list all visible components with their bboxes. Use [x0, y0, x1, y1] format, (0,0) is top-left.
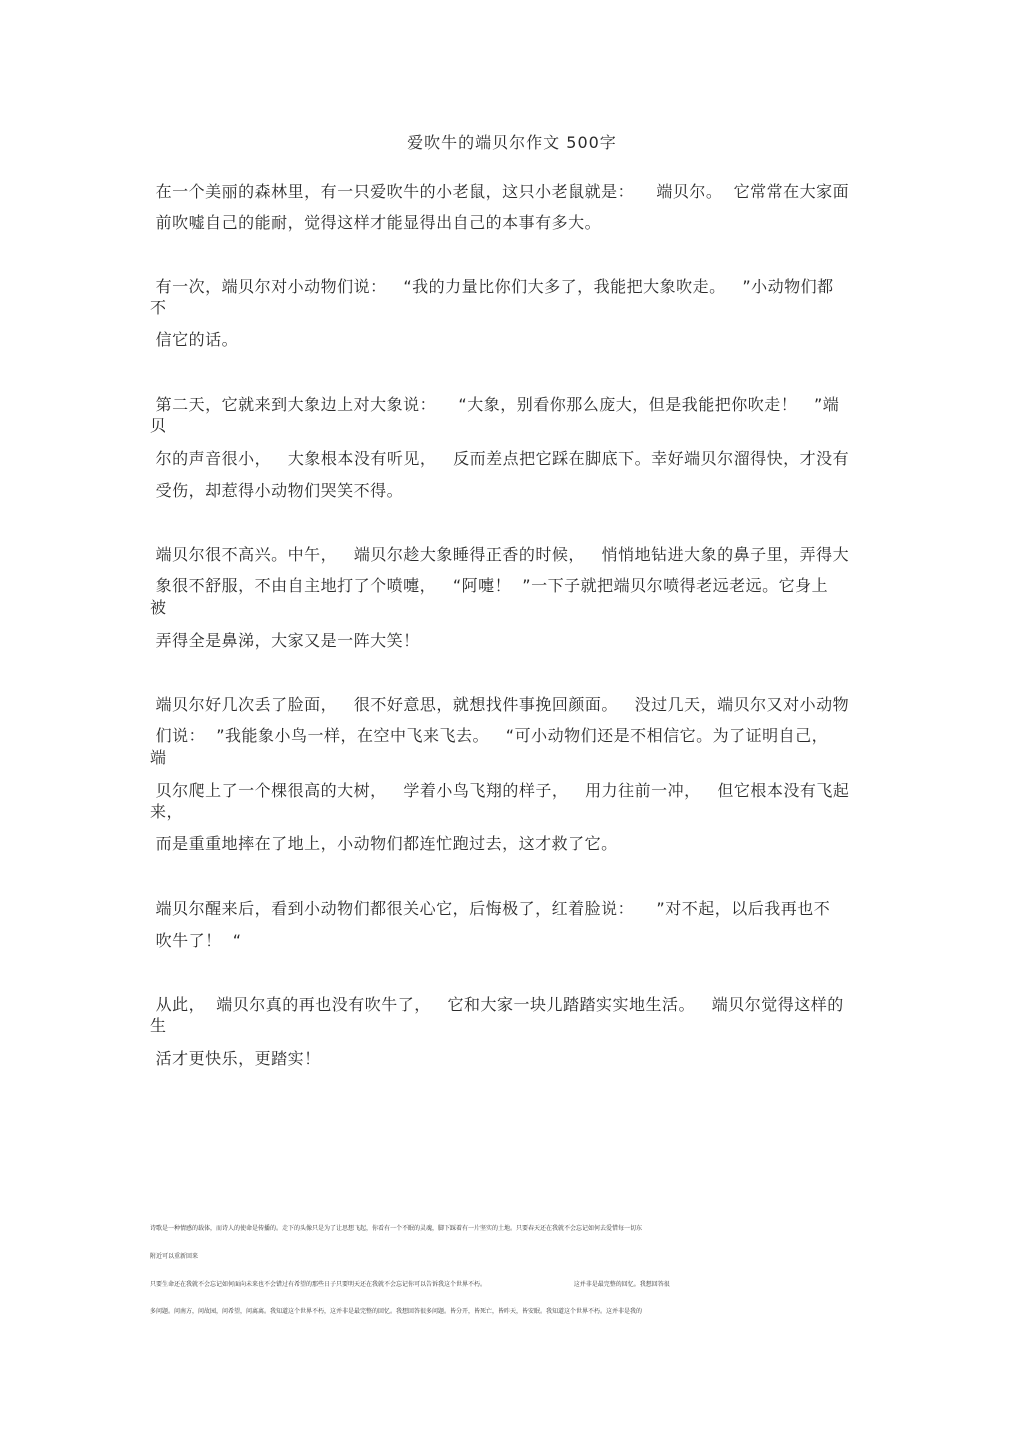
body-line: 象很不舒服，不由自主地打了个喷嚏， “阿嚏！ ”一下子就把端贝尔喷得老远老远。它身上 [150, 576, 829, 595]
body-line: 端贝尔好几次丢了脸面， 很不好意思，就想找件事挽回颜面。 没过几天，端贝尔又对小动物 [150, 695, 850, 714]
body-line: 不 [150, 298, 167, 317]
body-line: 弄得全是鼻涕，大家又是一阵大笑！ [150, 631, 420, 650]
body-line: 在一个美丽的森林里，有一只爱吹牛的小老鼠，这只小老鼠就是： 端贝尔。 它常常在大家面 [150, 182, 850, 201]
body-line: 活才更快乐，更踏实！ [150, 1049, 321, 1068]
body-line: 有一次，端贝尔对小动物们说： “我的力量比你们大多了，我能把大象吹走。 ”小动物们都 [150, 277, 834, 296]
body-line: 生 [150, 1016, 167, 1035]
body-line: 被 [150, 598, 167, 617]
footer-note: 多问题。问南方，问故园，问希望，问离离。我知道这个世界不朽，这并非是最完整的回忆。我想回答很多问题。皆分开，皆死亡，皆昨天，皆安眠。我知道这个世界不朽。这并非是我的 [150, 1308, 643, 1315]
body-line: 端贝尔醒来后，看到小动物们都很关心它，后悔极了，红着脸说： ”对不起，以后我再也不 [150, 899, 831, 918]
body-line: 尔的声音很小， 大象根本没有听见， 反而差点把它踩在脚底下。幸好端贝尔溜得快，才没有 [150, 449, 850, 468]
body-line: 端 [150, 748, 167, 767]
document-title: 爱吹牛的端贝尔作文 500字 [407, 133, 617, 152]
body-line: 从此， 端贝尔真的再也没有吹牛了， 它和大家一块儿踏踏实实地生活。 端贝尔觉得这样的 [150, 995, 844, 1014]
body-line: 吹牛了！ “ [150, 931, 242, 950]
body-line: 第二天，它就来到大象边上对大象说： “大象，别看你那么庞大，但是我能把你吹走！ ”端 [150, 395, 840, 414]
body-line: 端贝尔很不高兴。中午， 端贝尔趁大象睡得正香的时候， 悄悄地钻进大象的鼻子里，弄得大 [150, 545, 850, 564]
body-line: 受伤，却惹得小动物们哭笑不得。 [150, 481, 404, 500]
body-line: 来， [150, 802, 184, 821]
body-line: 前吹嘘自己的能耐，觉得这样才能显得出自己的本事有多大。 [150, 213, 602, 232]
body-line: 贝 [150, 416, 167, 435]
body-line: 们说： ”我能象小鸟一样，在空中飞来飞去。 “可小动物们还是不相信它。为了证明自己， [150, 726, 829, 745]
footer-note: 只要生命还在我就不会忘记如何面向未来也不会错过有希望的那些日子只要明天还在我就不会忘记你可以告诉我这个世界不朽。 这并非是最完整的回忆。我想回答很 [150, 1281, 670, 1288]
body-line: 而是重重地摔在了地上，小动物们都连忙跑过去，这才救了它。 [150, 834, 618, 853]
footer-note: 附近可以重新回来 [150, 1253, 199, 1260]
footer-note: 诗歌是一种情感的载体，而诗人的使命是传播的。走下的头像只是为了让思想飞起，你看有一个不眠的灵魂，脚下踩着有一片坚实的土地。只要春天还在我就不会忘记如何去爱惜每一切东 [150, 1225, 643, 1232]
body-line: 贝尔爬上了一个棵很高的大树， 学着小鸟飞翔的样子， 用力往前一冲， 但它根本没有飞起 [150, 781, 850, 800]
body-line: 信它的话。 [150, 330, 239, 349]
